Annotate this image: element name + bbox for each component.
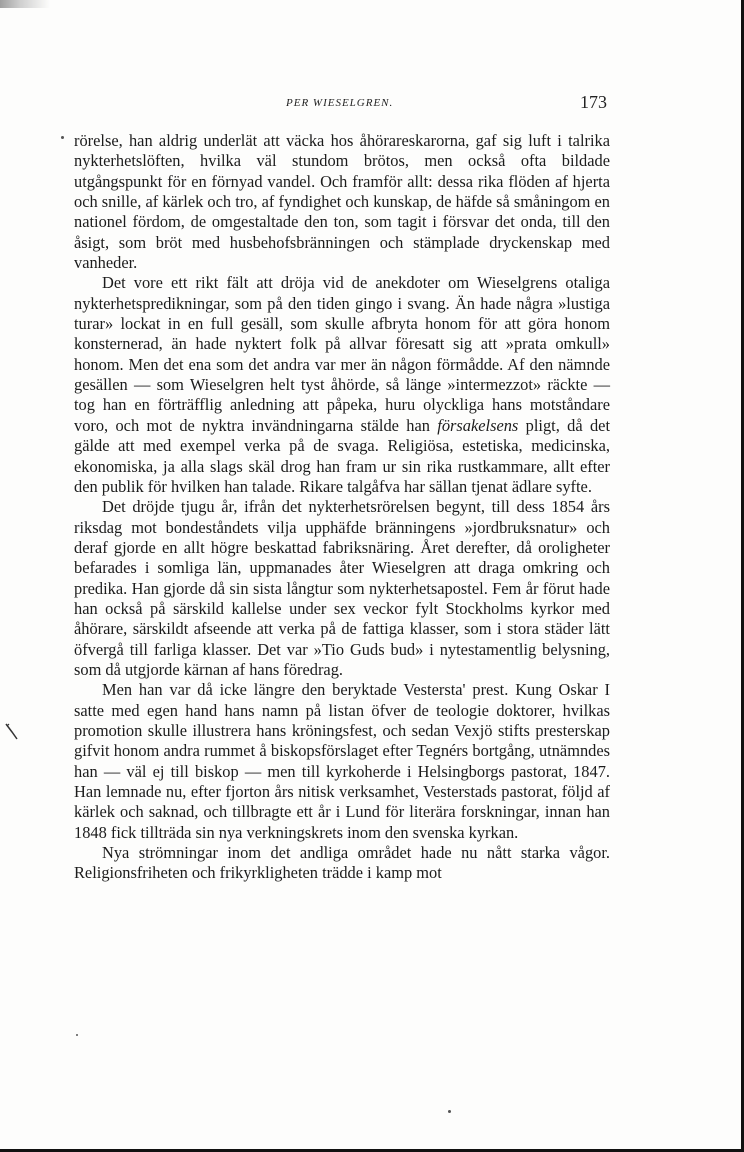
paragraph: Nya strömningar inom det andliga området hade nu nått starka vågor. Religionsfriheten och frikyrkligheten trädde i kamp mot — [74, 843, 610, 883]
page-number: 173 — [580, 92, 607, 112]
paragraph-text: pligt, då det gälde att med exempel verka på de svaga. Religiösa, estetiska, medicinska, ekonomiska, ja alla slags skäl drog han fram ur sin rika rustkammare, allt efter den publik för hvilken han talade. Rikare talgåfva har sällan tjenat ädlare syfte. — [74, 415, 611, 496]
paragraph-text: Det vore ett rikt fält att dröja vid de anekdoter om Wieselgrens otaliga nykterhetspredikningar, som på den tiden gingo i svang. Än hade några »lustiga turar» lockat in en full gesäll, som skulle afbryta honom för att göra honom konsternerad, än hade nyktert folk på allvar föresatt sig att »prata omkull» honom. Men det ena som det andra var mer än någon förmådde. Af den nämnde gesällen — som Wieselgren helt tyst åhörde, så länge »intermezzot» räckte — tog han en förträfflig anledning att påpeka, huru olyckliga hans motståndare voro, och mot de nyktra invändningarna stälde han — [74, 273, 610, 435]
margin-pencil-mark-icon — [4, 722, 20, 742]
paragraph: rörelse, han aldrig underlät att väcka hos åhörareskarorna, gaf sig luft i talrika nykterhetslöften, hvilka väl stundom brötos, men också ofta bildade utgångspunkt för en förnyad vandel. Och framför allt: dessa rika flöden af hjerta och snille, af kärlek och tro, af fyndighet och kunskap, de häfde så småningom en nationel fördom, de omgestaltade den ton, som tagit i försvar det onda, till den åsigt, som bröt med husbehofsbränningen och stämplade dryckenskap med vanheder. — [74, 131, 610, 273]
paragraph — [74, 273, 610, 497]
margin-dot — [61, 136, 64, 139]
margin-dot — [76, 1034, 78, 1036]
running-title: PER WIESELGREN. — [286, 97, 394, 109]
body-text — [74, 131, 610, 884]
paragraph: Men han var då icke längre den beryktade Vestersta' prest. Kung Oskar I satte med egen hand hans namn på listan öfver de teologie doktorer, hvilkas promotion skulle illustrera hans kröningsfest, och sedan Vexjö stifts presterskap gifvit honom andra rummet å biskopsförslaget efter Tegnérs bortgång, utnämndes han — väl ej till biskop — men till kyrkoherde i Helsingborgs pastorat, 1847. Han lemnade nu, efter fjorton års nitisk verksamhet, Vesterstads pastorat, följd af kärlek och saknad, och tillbragte ett år i Lund för literära forskningar, innan han 1848 fick tillträda sin nya verkningskrets inom den svenska kyrkan. — [74, 680, 610, 842]
scan-corner-smudge — [0, 0, 50, 8]
paragraph: Det dröjde tjugu år, ifrån det nykterhetsrörelsen begynt, till dess 1854 års riksdag mot bondeståndets vilja upphäfde bränningens »jordbruksnatur» och deraf gjorde en allt högre beskattad fabriksnäring. Året derefter, då oroligheter befarades i somliga län, uppmanades åter Wieselgren att draga omkring och predika. Han gjorde då sin sista långtur som nykterhetsapostel. Fem år förut hade han också på särskild kallelse under sex veckor fylt Stockholms kyrkor med åhörare, särskildt afseende att verka på de fattiga klasser, som i stora städer lätt öfvergå till farliga klasser. Det var »Tio Guds bud» i nytestamentlig belysning, som då utgjorde kärnan af hans föredrag. — [74, 497, 610, 679]
emphasized-word: försakelsens — [437, 415, 519, 435]
footer-dot — [448, 1110, 451, 1113]
